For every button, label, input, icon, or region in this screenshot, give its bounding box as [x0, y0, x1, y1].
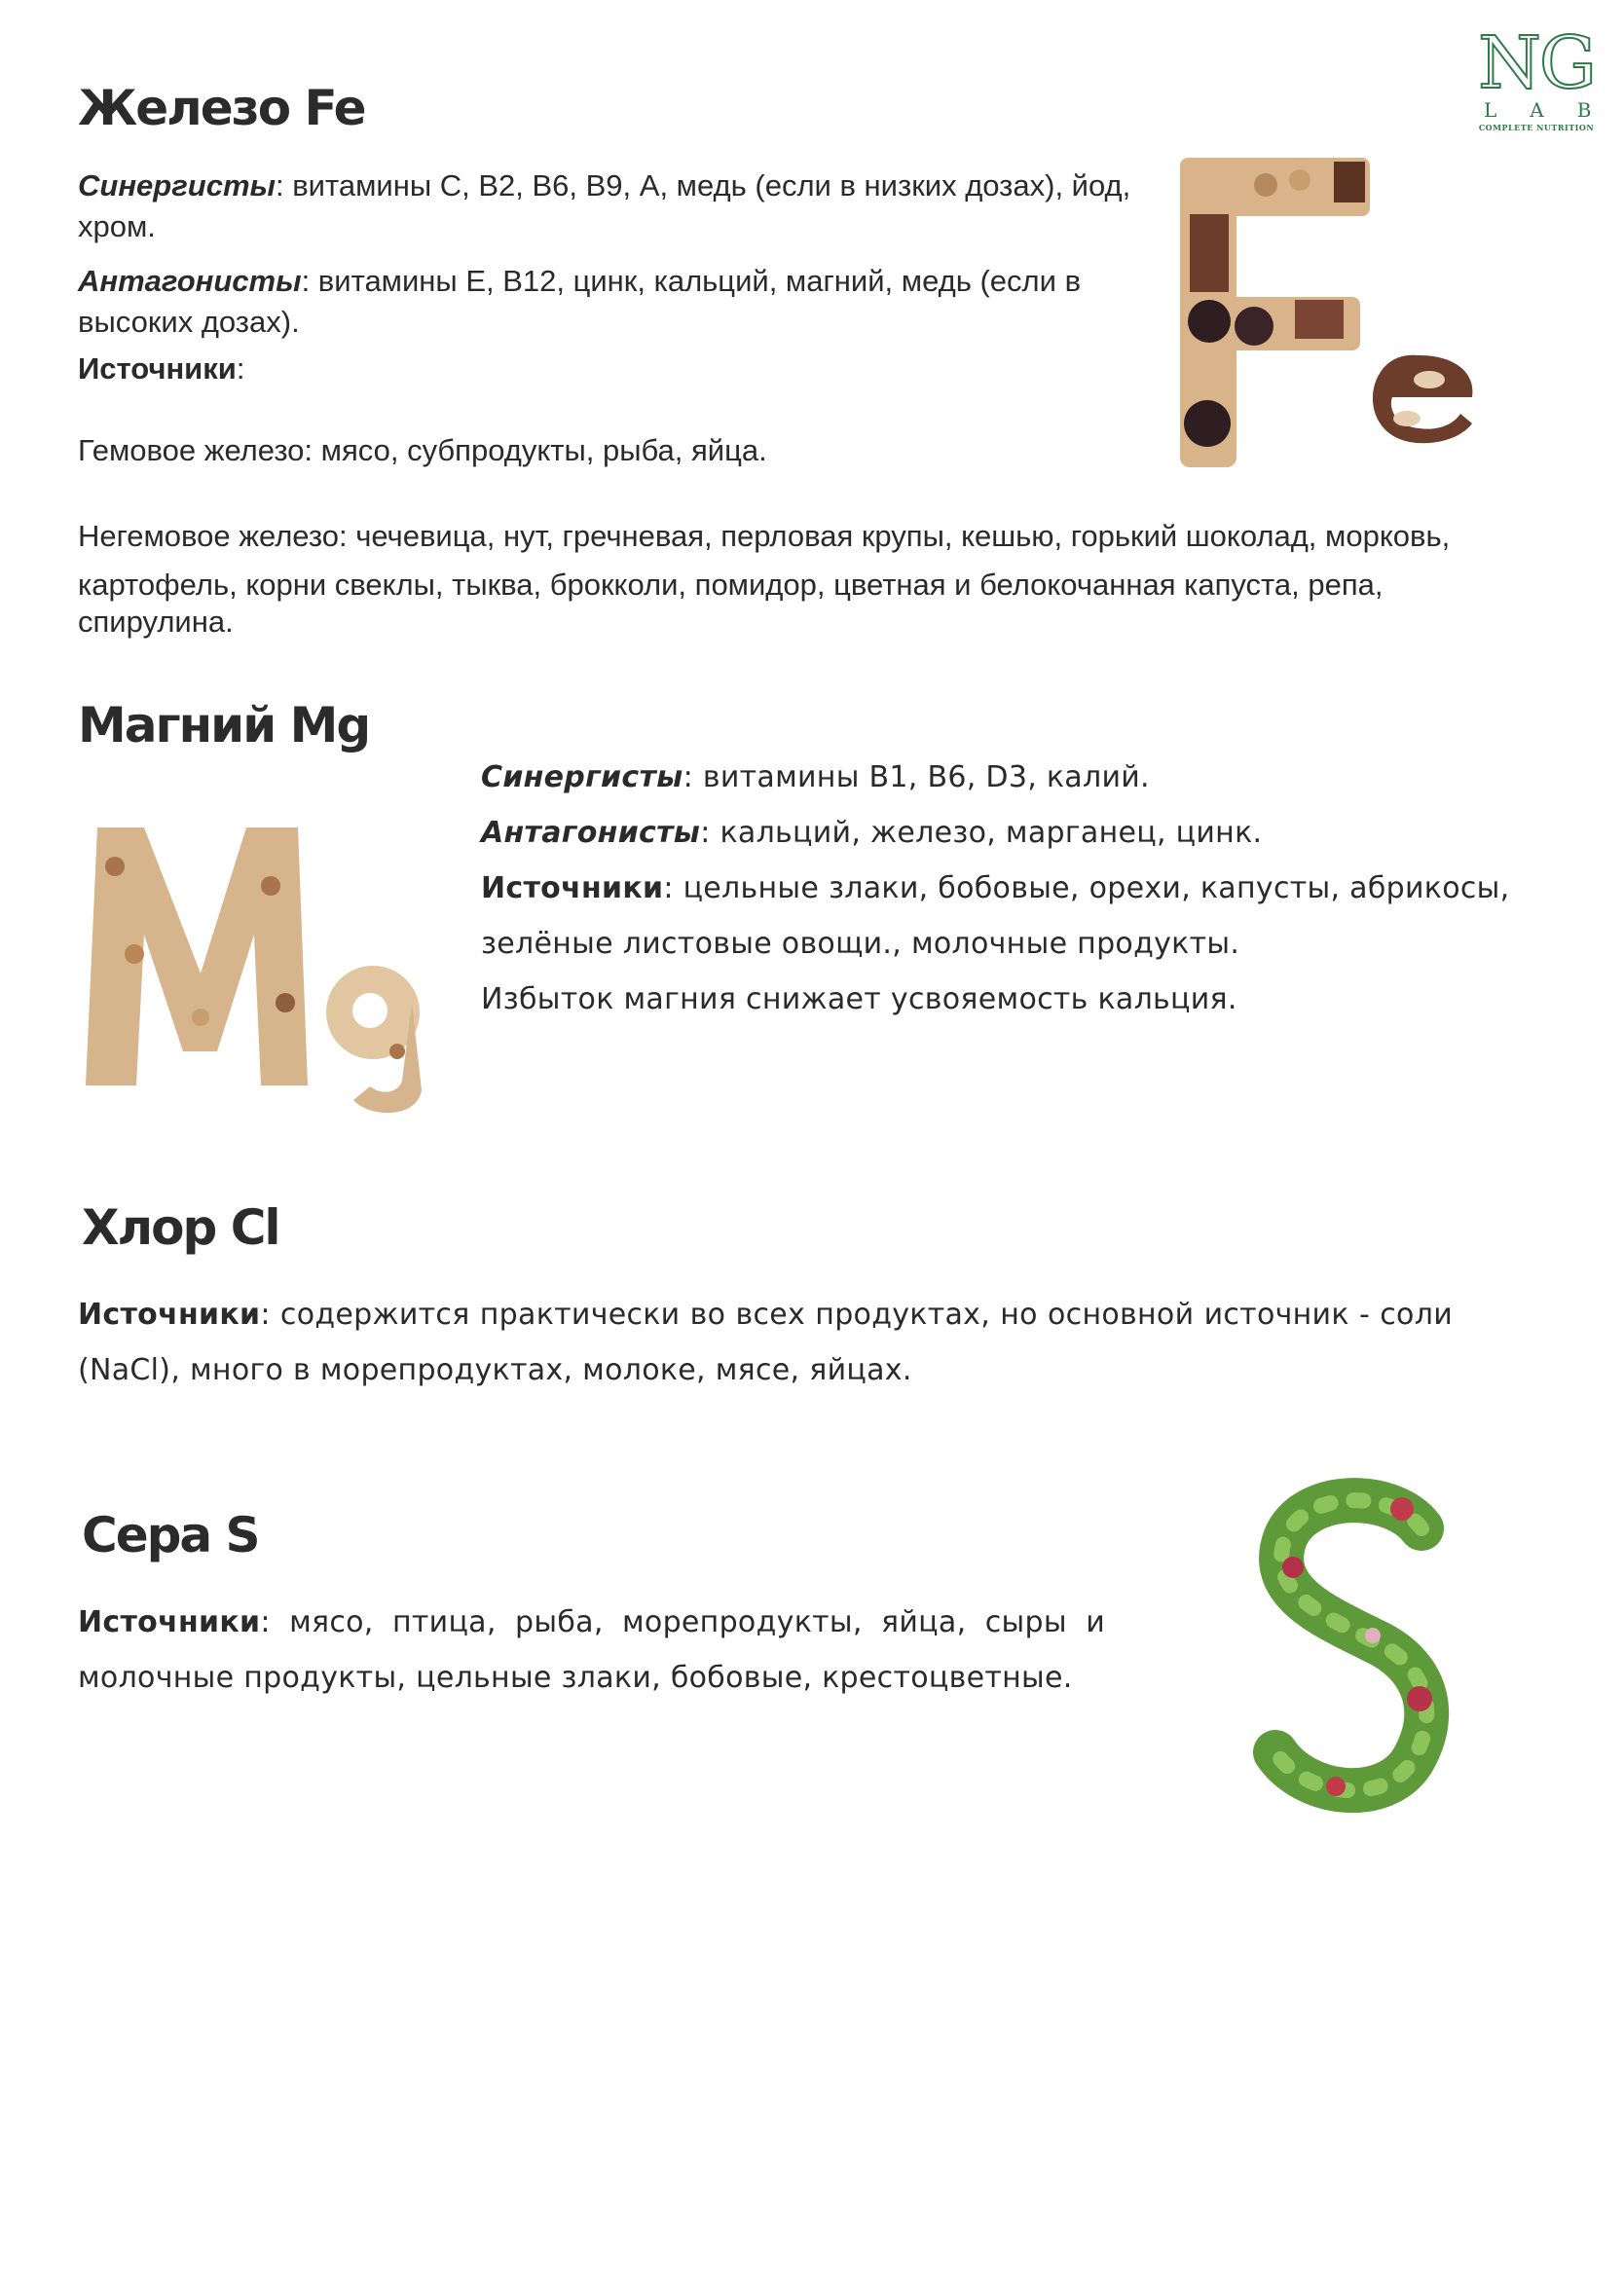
fe-ant-text: : витамины Е, В12, цинк, кальций, магний, медь (если в [301, 264, 1082, 298]
fe-nonheme [78, 514, 1480, 637]
mg-illustration [76, 808, 446, 1120]
mg-synergists [481, 750, 1552, 805]
mg-title: Магний Mg [78, 697, 370, 753]
cl-sources [78, 1287, 1453, 1398]
cl-src-label: Источники [78, 1298, 261, 1332]
letter-e [1373, 355, 1472, 443]
logo-lab: LAB [1484, 98, 1624, 122]
mg-ant-text: : кальций, железо, марганец, цинк. [700, 816, 1263, 850]
fe-block [78, 165, 1149, 471]
fe-illustration [1168, 146, 1480, 477]
fe-ant-label: Антагонисты [78, 264, 302, 298]
fe-src-label: Источники [78, 351, 237, 386]
s-src-label: Источники [78, 1605, 261, 1639]
fe-syn-text: : витамины С, В2, В6, В9, А, медь (если в низких дозах), йод, [275, 168, 1131, 202]
s-block [78, 1595, 1105, 1706]
mg-src-label: Источники [481, 871, 664, 905]
letter-g [326, 966, 422, 1113]
mg-ant-label: Антагонисты [481, 816, 701, 850]
fe-title: Железо Fe [78, 80, 365, 136]
fe-syn-label: Синергисты [78, 168, 276, 202]
mg-antagonists [481, 805, 1552, 861]
logo-mark: NG [1478, 21, 1595, 105]
letter-s [1275, 1497, 1432, 1796]
mg-syn-text: : витамины B1, B6, D3, калий. [683, 760, 1150, 794]
mg-src-text: : цельные злаки, бобовые, орехи, капусты, абрикосы, [663, 871, 1510, 905]
mg-block [481, 750, 1552, 1027]
mg-syn-label: Синергисты [481, 760, 683, 794]
cl-block [78, 1287, 1453, 1398]
fe-synergists [78, 165, 1149, 247]
s-src-text: : мясо, птица, рыба, морепродукты, яйца, сыры и молочные продукты, цельные злаки, бобовые, крестоцветные. [78, 1605, 1105, 1695]
fe-nonheme-1: Негемовое железо: чечевица, нут, гречневая, перловая крупы, кешью, горький шоколад, морковь, [78, 519, 1451, 553]
mg-sources [481, 861, 1552, 972]
cl-title: Хлор Cl [82, 1199, 279, 1256]
logo-subtitle: COMPLETE NUTRITION [1478, 123, 1595, 132]
mg-src-text-2: зелёные листовые овощи., молочные продукты. [481, 927, 1240, 961]
cl-src-text: : содержится практически во всех продуктах, но основной источник - соли (NaCl), много в морепродуктах, молоке, мясе, яйцах. [78, 1298, 1453, 1387]
fe-src-colon: : [236, 351, 245, 386]
fe-nonheme-3: спирулина. [78, 605, 234, 639]
letter-m [86, 827, 308, 1085]
fe-syn-text-2: хром. [78, 209, 156, 243]
mg-note: Избыток магния снижает усвояемость кальция. [481, 982, 1237, 1016]
s-illustration [1246, 1470, 1480, 1820]
brand-logo [1468, 21, 1624, 132]
letter-f [1180, 158, 1370, 467]
fe-nonheme-2: картофель, корни свеклы, тыква, брокколи, помидор, цветная и белокочанная капуста, репа, [78, 568, 1384, 602]
s-sources [78, 1595, 1105, 1706]
fe-sources [78, 349, 1149, 389]
fe-heme: Гемовое железо: мясо, субпродукты, рыба, яйца. [78, 433, 767, 467]
fe-antagonists [78, 261, 1149, 343]
fe-ant-text-2: высоких дозах). [78, 305, 300, 339]
s-title: Сера S [82, 1507, 259, 1563]
